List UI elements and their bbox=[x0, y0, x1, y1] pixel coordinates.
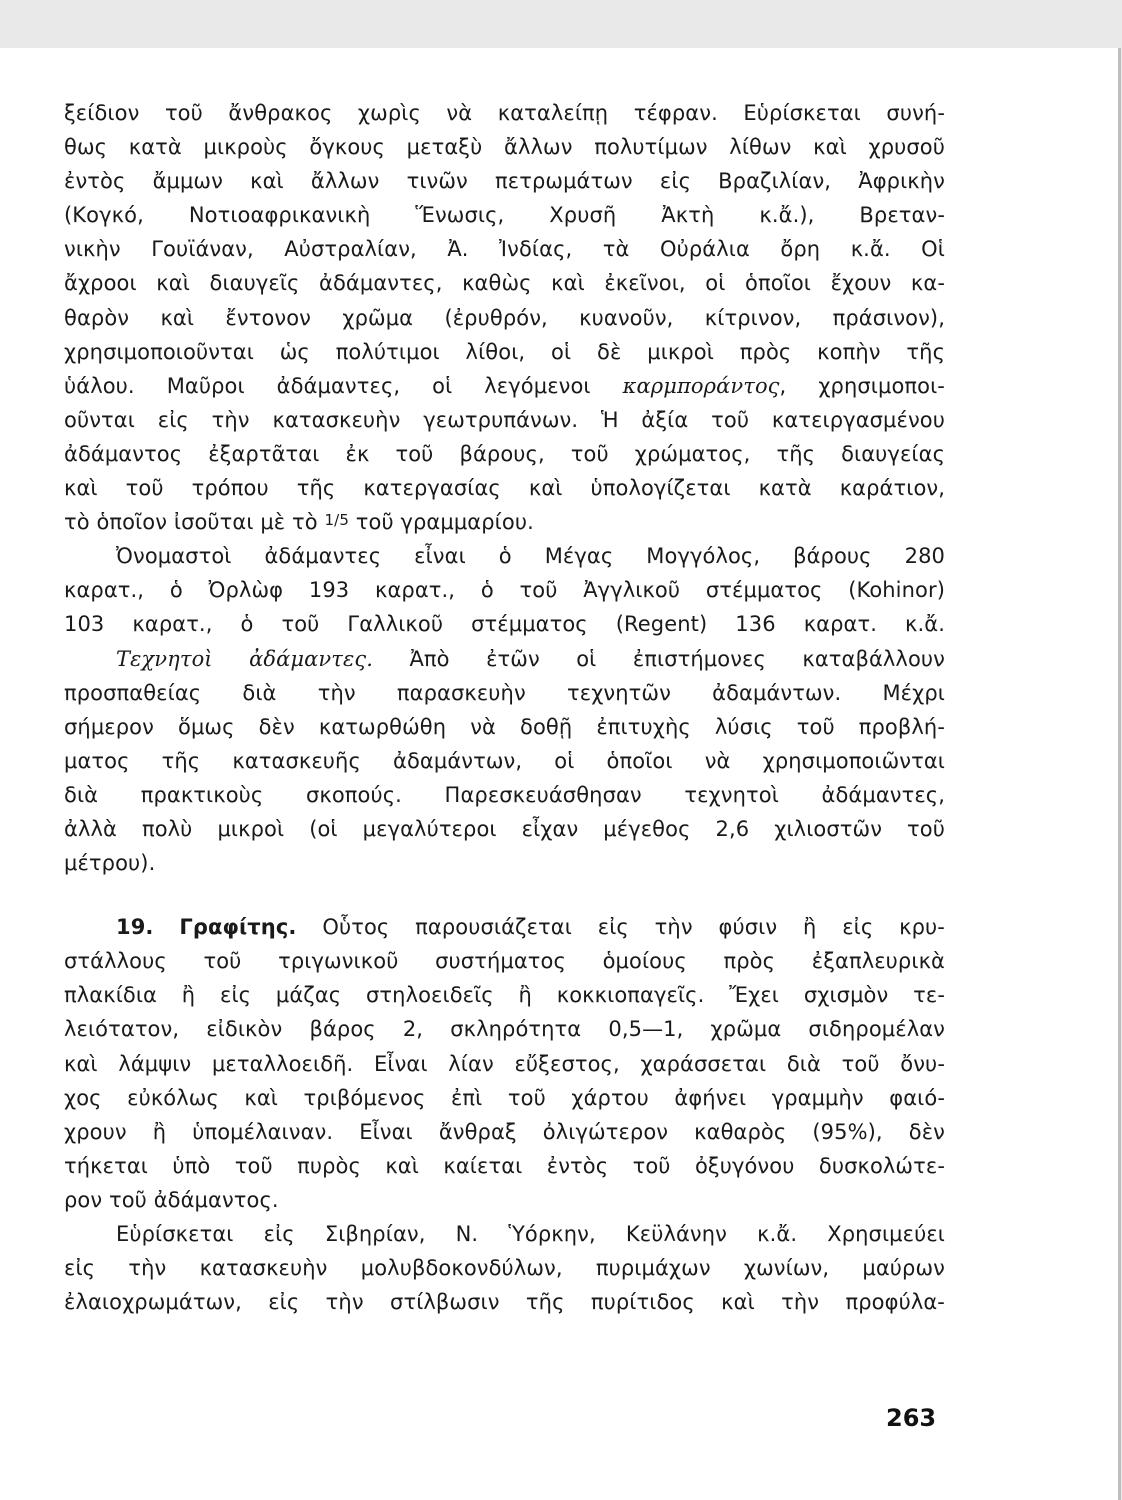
text-line bbox=[64, 642, 945, 676]
text-line bbox=[64, 505, 945, 539]
text-line: διὰ πρακτικοὺς σκοπούς. Παρεσκευάσθησαν τεχνητοὶ ἀδάμαντες, bbox=[64, 782, 945, 807]
text-line: 103 καρατ., ὁ τοῦ Γαλλικοῦ στέμματος (Regent) 136 καρατ. κ.ἄ. bbox=[64, 612, 945, 637]
text-line: ρον τοῦ ἀδάμαντος. bbox=[64, 1187, 279, 1212]
text-line: (Κογκό, Νοτιοαφρικανικὴ Ἕνωσις, Χρυσῆ Ἀκτὴ κ.ἄ.), Βρεταν- bbox=[64, 203, 945, 228]
text-line: σήμερον ὅμως δὲν κατωρθώθη νὰ δοθῇ ἐπιτυχὴς λύσις τοῦ προβλή- bbox=[64, 714, 945, 739]
text-line: χρουν ἢ ὑπομέλαιναν. Εἶναι ἄνθραξ ὀλιγώτερον καθαρὸς (95%), δὲν bbox=[64, 1119, 945, 1144]
section-heading-line bbox=[64, 910, 945, 944]
text-run: τὸ ὁποῖον ἰσοῦται μὲ τὸ bbox=[64, 510, 318, 535]
text-run: τοῦ γραμμαρίου. bbox=[355, 510, 534, 535]
text-line: ἐλαιοχρωμάτων, εἰς τὴν στίλβωσιν τῆς πυρίτιδος καὶ τὴν προφύλα- bbox=[64, 1290, 945, 1315]
text-line: χος εὐκόλως καὶ τριβόμενος ἐπὶ τοῦ χάρτου ἀφήνει γραμμὴν φαιό- bbox=[64, 1085, 945, 1110]
italic-term: καρμποράντος bbox=[622, 373, 780, 398]
text-line: προσπαθείας διὰ τὴν παρασκευὴν τεχνητῶν ἀδαμάντων. Μέχρι bbox=[64, 680, 945, 705]
text-line: εἰς τὴν κατασκευὴν μολυβδοκονδύλων, πυριμάχων χωνίων, μαύρων bbox=[64, 1256, 945, 1281]
text-line: θως κατὰ μικροὺς ὄγκους μεταξὺ ἄλλων πολυτίμων λίθων καὶ χρυσοῦ bbox=[64, 135, 945, 160]
text-line: Ὀνομαστοὶ ἀδάμαντες εἶναι ὁ Μέγας Μογγόλος, βάρους 280 bbox=[116, 544, 945, 569]
text-line: ξείδιον τοῦ ἄνθρακος χωρὶς νὰ καταλείπῃ τέφραν. Εὑρίσκεται συνή- bbox=[64, 101, 945, 125]
text-line: καρατ., ὁ Ὀρλὼφ 193 καρατ., ὁ τοῦ Ἀγγλικοῦ στέμματος (Kohinor) bbox=[64, 578, 945, 603]
text-line: μέτρου). bbox=[64, 851, 156, 876]
section-gap bbox=[64, 880, 945, 910]
text-line: στάλλους τοῦ τριγωνικοῦ συστήματος ὁμοίους πρὸς ἐξαπλευρικὰ bbox=[64, 949, 945, 974]
text-run: Ἀπὸ ἐτῶν οἱ ἐπιστήμονες καταβάλλουν bbox=[409, 646, 945, 671]
text-line: θαρὸν καὶ ἔντονον χρῶμα (ἐρυθρόν, κυανοῦν, κίτρινον, πράσινον), bbox=[64, 305, 945, 330]
text-line: πλακίδια ἢ εἰς μάζας στηλοειδεῖς ἢ κοκκιοπαγεῖς. Ἔχει σχισμὸν τε- bbox=[64, 983, 945, 1008]
text-run: , χρησιμοποι- bbox=[779, 373, 945, 398]
section-number: 19. bbox=[116, 915, 154, 940]
book-page bbox=[0, 48, 1121, 1500]
text-line: χρησιμοποιοῦνται ὡς πολύτιμοι λίθοι, οἱ δὲ μικροὶ πρὸς κοπὴν τῆς bbox=[64, 339, 945, 364]
page-number: 263 bbox=[886, 1404, 937, 1432]
text-line: ἄχροοι καὶ διαυγεῖς ἀδάμαντες, καθὼς καὶ ἐκεῖνοι, οἱ ὁποῖοι ἔχουν κα- bbox=[64, 271, 945, 296]
text-line: ἀδάμαντος ἐξαρτᾶται ἐκ τοῦ βάρους, τοῦ χρώματος, τῆς διαυγείας bbox=[64, 441, 945, 466]
text-run: ὑάλου. Μαῦροι ἀδάμαντες, οἱ λεγόμενοι bbox=[64, 373, 591, 398]
text-line: Εὑρίσκεται εἰς Σιβηρίαν, Ν. Ὑόρκην, Κεϋλάνην κ.ἄ. Χρησιμεύει bbox=[116, 1222, 945, 1246]
fraction: 1/5 bbox=[324, 511, 349, 530]
text-run: Οὗτος παρουσιάζεται εἰς τὴν φύσιν ἢ εἰς κρυ- bbox=[322, 915, 945, 940]
text-line: οῦνται εἰς τὴν κατασκευὴν γεωτρυπάνων. Ἡ ἀξία τοῦ κατειργασμένου bbox=[64, 407, 945, 432]
section-title: Γραφίτης. bbox=[179, 915, 297, 940]
italic-heading: Τεχνητοὶ ἀδάμαντες. bbox=[116, 646, 374, 671]
body-text bbox=[64, 96, 945, 1319]
text-line: καὶ λάμψιν μεταλλοειδῆ. Εἶναι λίαν εὔξεστος, χαράσσεται διὰ τοῦ ὄνυ- bbox=[64, 1051, 945, 1076]
text-line bbox=[64, 369, 945, 403]
text-line: καὶ τοῦ τρόπου τῆς κατεργασίας καὶ ὑπολογίζεται κατὰ καράτιον, bbox=[64, 476, 945, 501]
text-line: ἀλλὰ πολὺ μικροὶ (οἱ μεγαλύτεροι εἶχαν μέγεθος 2,6 χιλιοστῶν τοῦ bbox=[64, 816, 945, 841]
text-line: λειότατον, εἰδικὸν βάρος 2, σκληρότητα 0,5—1, χρῶμα σιδηρομέλαν bbox=[64, 1017, 945, 1042]
text-line: ματος τῆς κατασκευῆς ἀδαμάντων, οἱ ὁποῖοι νὰ χρησιμοποιῶνται bbox=[64, 748, 945, 773]
text-line: ἐντὸς ἄμμων καὶ ἄλλων τινῶν πετρωμάτων εἰς Βραζιλίαν, Ἀφρικὴν bbox=[64, 169, 945, 194]
text-line: νικὴν Γουϊάναν, Αὐστραλίαν, Ἀ. Ἰνδίας, τὰ Οὐράλια ὄρη κ.ἄ. Οἱ bbox=[64, 237, 945, 262]
text-line: τήκεται ὑπὸ τοῦ πυρὸς καὶ καίεται ἐντὸς τοῦ ὀξυγόνου δυσκολώτε- bbox=[64, 1153, 945, 1178]
